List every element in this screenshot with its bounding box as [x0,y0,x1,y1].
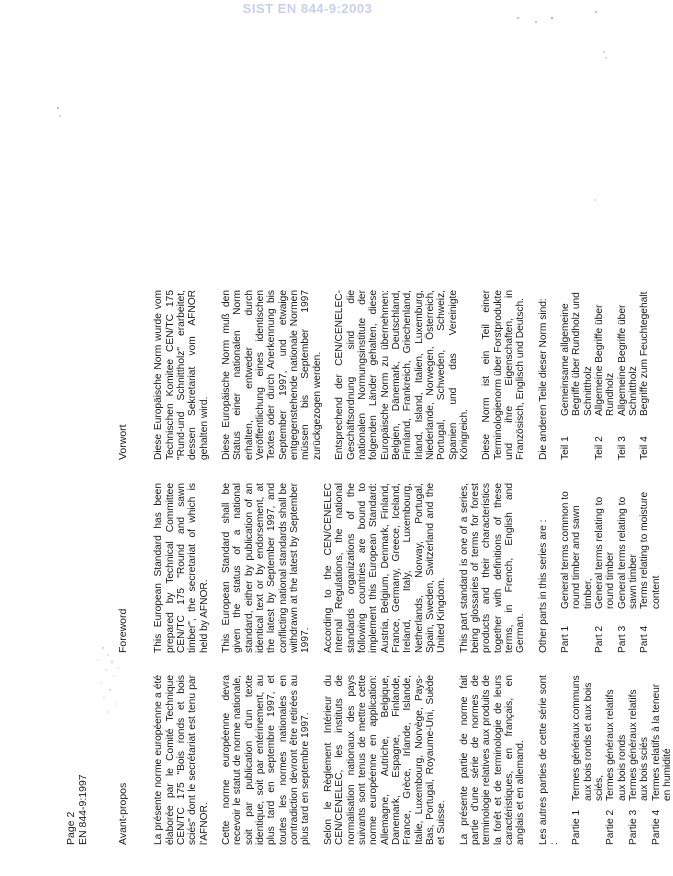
list-item [594,290,617,460]
part-title: Allgemeine Begriffe über Schnittholz [616,304,640,416]
english-paragraph: This part standard is one of a series, being glossaries of terms for forest products and their characteristics together with definitions of these terms, in French, English and German. [458,483,527,653]
german-paragraph: Entsprechend der CEN/CENELEC-Geschäftsordnung sind die nationalen Normungsinstitute der folgenden Länder gehalten, diese Europäische Norm zu übernehmen: Belgien, Dänemark, Deutschland, Finnland, Frankreich, Griechenland, Irland, Island, Italien, Luxemburg, Niederlande, Norwegen, Österreich, Portugal, Schweden, Schweiz, Spanien und das Vereinigte Königreich. [334,290,470,460]
english-heading: Foreword [117,608,129,653]
german-paragraph: Diese Norm ist ein Teil einer Terminologienorm über Forstprodukte und ihre Eigenschaften, in Französisch, Englisch und Deutsch. [481,290,527,460]
page-header [65,774,89,845]
english-parts-list [560,483,662,653]
part-title: Termes généraux relatifs aux bois ronds [605,689,628,801]
list-item [617,483,640,653]
part-title: Termes relatifs à la teneur en humidité [650,683,673,801]
part-title: General terms relating to sawn timber [616,496,640,609]
list-item [639,290,650,460]
part-number: Teil 4 [639,436,651,460]
english-column [118,483,662,653]
part-number: Partie 1 [571,809,583,845]
german-heading: Vorwort [117,424,129,460]
part-title: Begriffe zum Feuchtegehalt [639,291,651,416]
part-number: Part 1 [560,625,571,653]
part-title: Termes généraux communs aux bois ronds et aux bois sciés, [571,675,606,801]
part-title: Terms relating to moisture content [639,491,662,609]
page-number: Page 2 [65,811,77,845]
list-item [571,675,605,845]
rotated-page [65,35,673,845]
german-paragraph: Diese Europäische Norm muß den Status einer nationalen Norm erhalten, entweder durch Veröffentlichung eines identischen Textes oder durch Anerkennung bis September 1997, und etwaige entgegenstehende nationale Normen müssen bis September 1997 zurückgezogen werden. [221,290,323,460]
german-column [118,290,651,460]
part-number: Teil 1 [560,436,571,460]
part-number: Teil 2 [594,436,606,460]
french-paragraph: Cette norme européenne devra recevoir le statut de norme nationale, soit par publication d'un texte identique, soit par entérinement, au plus tard en septembre 1997, et toutes les normes nationales en contradiction devront être retirées au plus tard en septembre 1997. [221,675,312,845]
german-paragraph: Diese Europäische Norm wurde vom Technischen Komitee CEN/TC 175 "Rund-und Schnittholz" erarbeitet, dessen Sekretariat vom AFNOR gehalten wird. [153,290,210,460]
french-column [118,675,673,845]
part-number: Partie 2 [605,809,617,845]
part-number: Partie 4 [650,809,662,845]
french-paragraph: Selon le Règlement Intérieur du CEN/CENELEC, les instituts de normalisation nationaux des pays suivants sont tenus de mettre cette norme européenne en application: Allemagne, Autriche, Belgique, Danemark, Espagne, Finlande, France, Grèce, Irlande, Islande, Italie, Luxembourg, Norvège, Pays-Bas, Portugal, Royaume-Uni, Suède et Suisse. [322,675,448,845]
part-title: Gemeinsame allgemeine Begriffe über Rundholz und Schnittholz [560,292,594,416]
list-item [651,675,673,845]
french-parts-intro: Les autres parties de cette série sont : [537,675,560,845]
list-item [605,675,628,845]
part-title: Termes généraux relatifs aux bois sciés [628,689,651,801]
english-parts-intro: Other parts in this series are : [537,519,549,653]
german-parts-list [560,290,651,460]
part-number: Part 3 [616,625,628,653]
list-item [560,290,594,460]
french-heading: Avant-propos [117,782,129,845]
part-number: Teil 3 [616,436,628,460]
part-title: General terms relating to round timber [594,496,617,609]
list-item [560,483,594,653]
german-parts-intro: Die anderen Teile dieser Norm sind: [537,298,549,460]
part-number: Partie 3 [628,809,640,845]
watermark: SIST EN 844-9:2003 [242,1,373,16]
part-title: Allgemeine Begriffe über Rundholz [594,304,617,416]
part-number: Part 2 [594,625,606,653]
list-item [628,675,651,845]
list-item [594,483,617,653]
french-paragraph: La présente norme européenne a été élaborée par le Comité Technique CEN/TC 175 "Bois ronds et bois sciés" dont le secrétariat est tenu par l'AFNOR. [153,675,210,845]
english-paragraph: This European Standard shall be given the status of a national standard, either by publication of an identical text or by endorsement, at the latest by September 1997, and conflicting national standards shall be withdrawn at the latest by September 1997. [221,483,312,653]
part-title: General terms common to round timber and sawn timber, [560,491,594,609]
english-paragraph: This European Standard has been prepared by Technical Committee CEN/TC 175 "Round and sawn timber", the secretariat of which is held by AFNOR. [153,483,210,653]
list-item [639,483,662,653]
french-paragraph: La présente partie de norme fait partie d'une série de normes de terminologie relatives aux produits de la forêt et de terminologie de leurs caractéristiques, en français, en anglais et en allemand. [458,675,527,845]
french-parts-list [571,675,673,845]
list-item [617,290,640,460]
english-paragraph: According to the CEN/CENELEC Internal Regulations, the national standards organizations of the following countries are bound to implement this European Standard: Austria, Belgium, Denmark, Finland, France, Germany, Greece, Iceland, Ireland, Italy, Luxembourg, Netherlands, Norway, Portugal, Spain, Sweden, Switzerland and the United Kingdom. [322,483,448,653]
part-number: Part 4 [639,625,651,653]
document-id: EN 844-9:1997 [77,774,89,845]
